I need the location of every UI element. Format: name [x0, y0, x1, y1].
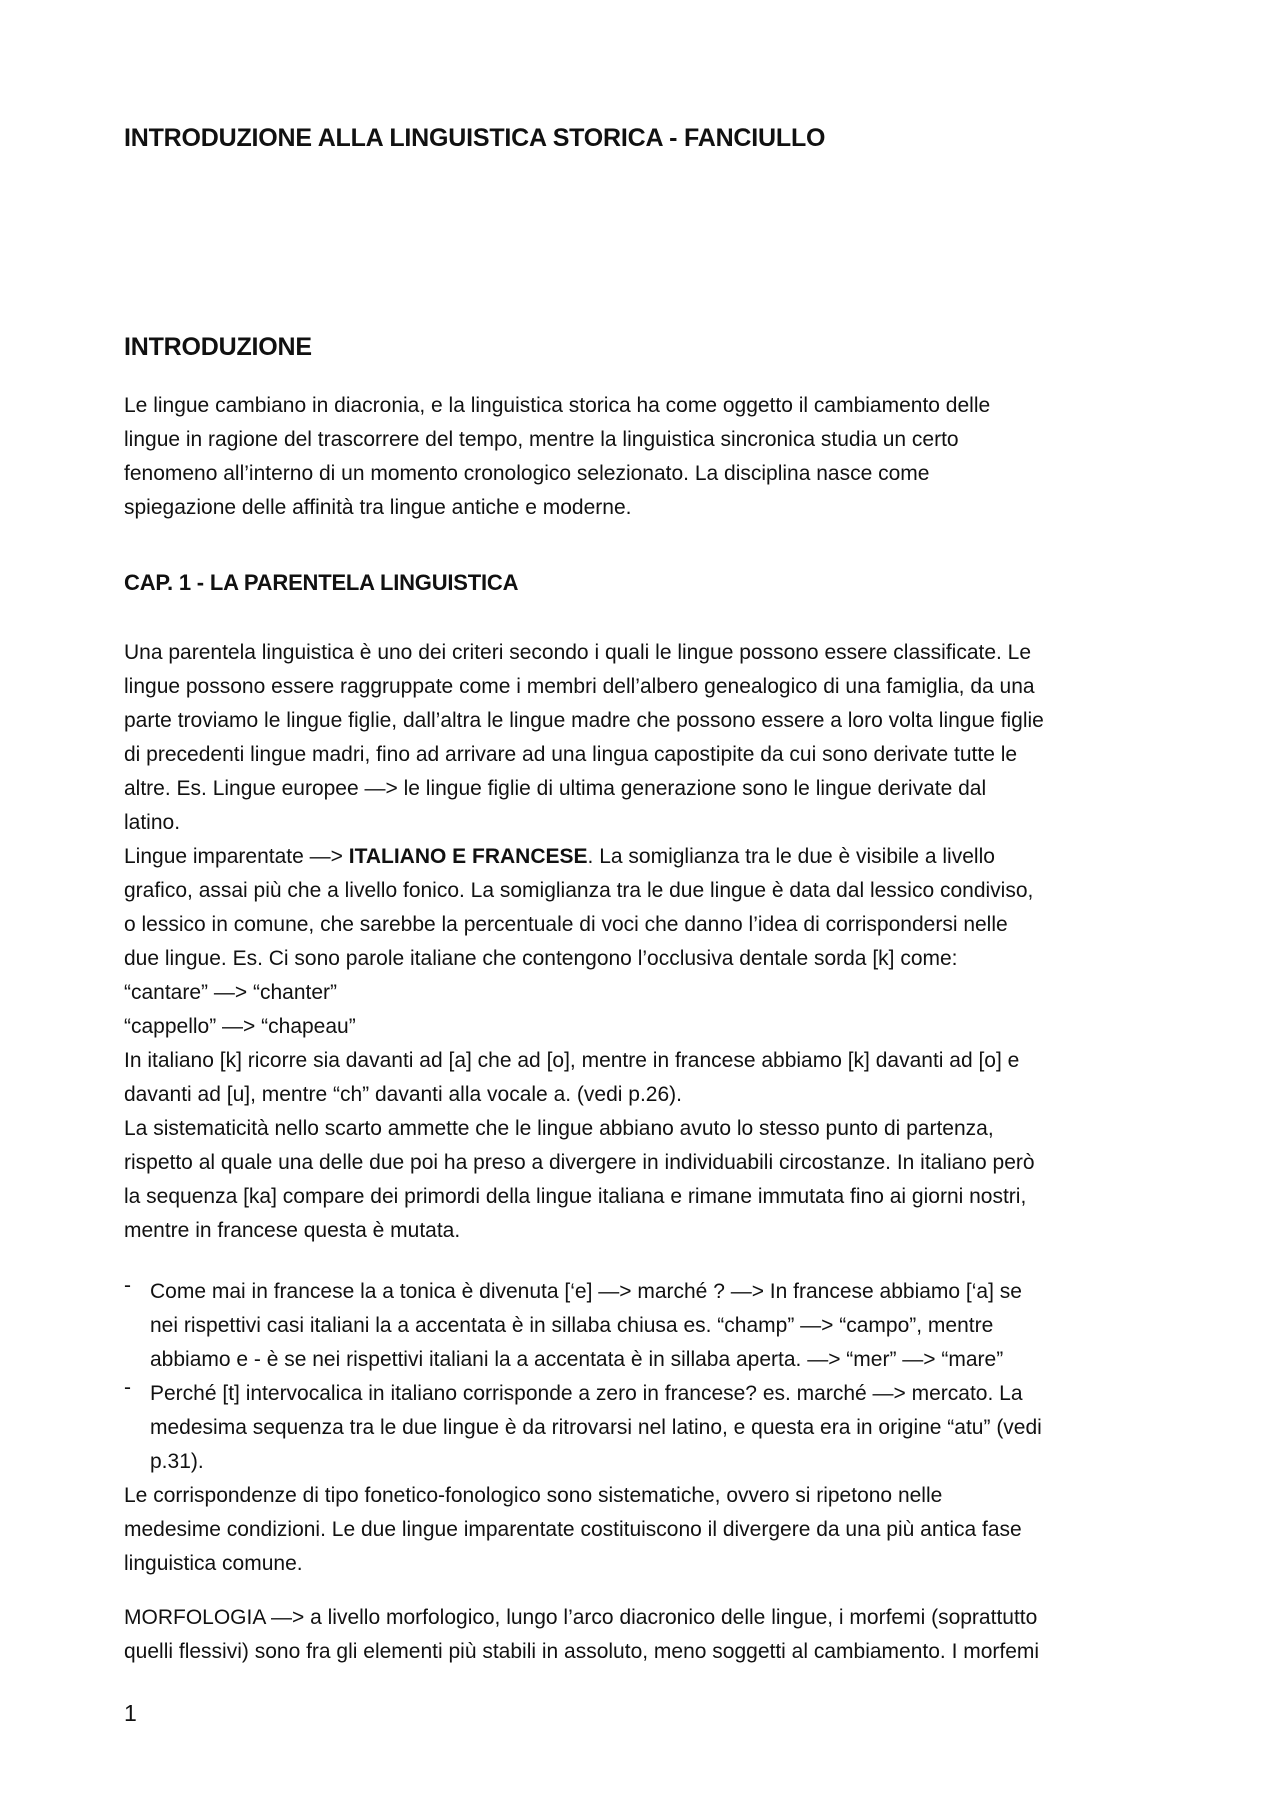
- text-line: Perché [t] intervocalica in italiano corrisponde a zero in francese? es. marché —> mercato. La: [150, 1382, 1023, 1405]
- text-line: di precedenti lingue madri, fino ad arrivare ad una lingua capostipite da cui sono derivate tutte le: [124, 743, 1018, 766]
- text-line: p.31).: [150, 1450, 204, 1473]
- related-languages-bold: ITALIANO E FRANCESE: [348, 845, 588, 868]
- text-line: lingue possono essere raggruppate come i membri dell’albero genealogico di una famiglia, da una: [124, 675, 1035, 698]
- related-languages-line: [124, 840, 1174, 874]
- page-number: 1: [124, 1700, 137, 1726]
- text-line: rispetto al quale una delle due poi ha preso a divergere in individuabili circostanze. In italiano però: [124, 1151, 1035, 1174]
- document-title: INTRODUZIONE ALLA LINGUISTICA STORICA - FANCIULLO: [124, 124, 826, 152]
- chapter-paragraph-3: [124, 1479, 1174, 1581]
- text-line: La sistematicità nello scarto ammette che le lingue abbiano avuto lo stesso punto di partenza,: [124, 1117, 994, 1140]
- text-line: due lingue. Es. Ci sono parole italiane che contengono l’occlusiva dentale sorda [k] come:: [124, 947, 958, 970]
- text-line: linguistica comune.: [124, 1552, 303, 1575]
- text-line: grafico, assai più che a livello fonico. La somiglianza tra le due lingue è data dal lessico condiviso,: [124, 879, 1034, 902]
- related-suffix: . La somiglianza tra le due è visibile a livello: [587, 845, 995, 868]
- text-line: In italiano [k] ricorre sia davanti ad [a] che ad [o], mentre in francese abbiamo [k] davanti ad [o] e: [124, 1049, 1020, 1072]
- intro-heading: INTRODUZIONE: [124, 333, 312, 361]
- bullet-marker: -: [124, 1274, 131, 1297]
- text-line: la sequenza [ka] compare dei primordi della lingue italiana e rimane immutata fino ai giorni nostri,: [124, 1185, 1027, 1208]
- text-line: medesime condizioni. Le due lingue imparentate costituiscono il divergere da una più antica fase: [124, 1518, 1022, 1541]
- text-line: spiegazione delle affinità tra lingue antiche e moderne.: [124, 496, 632, 519]
- text-line: Le corrispondenze di tipo fonetico-fonologico sono sistematiche, ovvero si ripetono nelle: [124, 1484, 943, 1507]
- text-line: abbiamo e - è se nei rispettivi italiani la a accentata è in sillaba aperta. —> “mer” —> “mare”: [150, 1348, 1004, 1371]
- related-prefix: Lingue imparentate —>: [124, 845, 349, 868]
- text-line: altre. Es. Lingue europee —> le lingue figlie di ultima generazione sono le lingue derivate dal: [124, 777, 987, 800]
- text-line: Una parentela linguistica è uno dei criteri secondo i quali le lingue possono essere classificate. Le: [124, 641, 1032, 664]
- chapter-heading: CAP. 1 - LA PARENTELA LINGUISTICA: [124, 570, 519, 595]
- text-line: quelli flessivi) sono fra gli elementi più stabili in assoluto, meno soggetti al cambiamento. I morfemi: [124, 1640, 1040, 1663]
- text-line: o lessico in comune, che sarebbe la percentuale di voci che danno l’idea di corrispondersi nelle: [124, 913, 1008, 936]
- text-line: MORFOLOGIA —> a livello morfologico, lungo l’arco diacronico delle lingue, i morfemi (soprattutto: [124, 1606, 1038, 1629]
- example-line: “cappello” —> “chapeau”: [124, 1015, 356, 1038]
- text-line: Come mai in francese la a tonica è divenuta [‘e] —> marché ? —> In francese abbiamo [‘a] se: [150, 1280, 1022, 1303]
- bullet-marker: -: [124, 1376, 131, 1399]
- question-list: [124, 1275, 1174, 1479]
- text-line: Le lingue cambiano in diacronia, e la linguistica storica ha come oggetto il cambiamento delle: [124, 394, 991, 417]
- text-line: latino.: [124, 811, 181, 834]
- list-item: [124, 1275, 1174, 1377]
- text-line: davanti ad [u], mentre “ch” davanti alla vocale a. (vedi p.26).: [124, 1083, 682, 1106]
- intro-paragraph: [124, 389, 1174, 525]
- list-item: [124, 1377, 1174, 1479]
- text-line: medesima sequenza tra le due lingue è da ritrovarsi nel latino, e questa era in origine “atu” (vedi: [150, 1416, 1042, 1439]
- example-line: “cantare” —> “chanter”: [124, 981, 337, 1004]
- morphology-paragraph: [124, 1601, 1174, 1669]
- text-line: parte troviamo le lingue figlie, dall’altra le lingue madre che possono essere a loro volta lingue figlie: [124, 709, 1044, 732]
- text-line: mentre in francese questa è mutata.: [124, 1219, 461, 1242]
- text-line: nei rispettivi casi italiani la a accentata è in sillaba chiusa es. “champ” —> “campo”, mentre: [150, 1314, 994, 1337]
- chapter-paragraph-1: [124, 636, 1174, 1248]
- text-line: fenomeno all’interno di un momento cronologico selezionato. La disciplina nasce come: [124, 462, 930, 485]
- text-line: lingue in ragione del trascorrere del tempo, mentre la linguistica sincronica studia un certo: [124, 428, 959, 451]
